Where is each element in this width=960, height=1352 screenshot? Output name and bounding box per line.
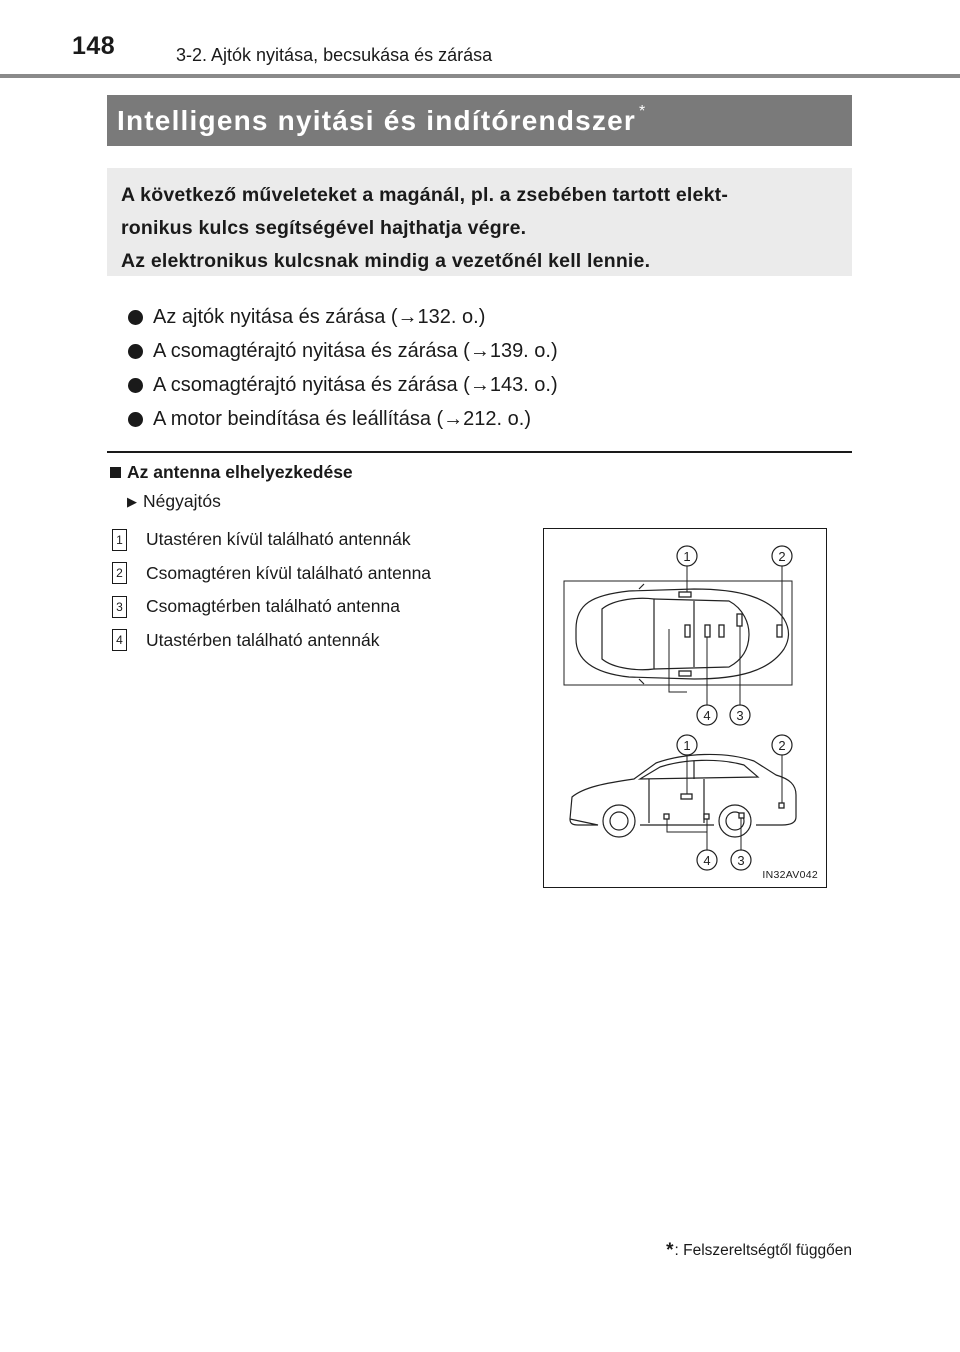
title-asterisk-mark: * <box>638 103 646 120</box>
feature-text: A motor beindítása és leállítása (→212. o.) <box>153 408 531 430</box>
feature-list-item <box>128 368 848 402</box>
variant-label <box>127 491 221 512</box>
legend-number: 3 <box>112 596 127 618</box>
intro-line: Az elektronikus kulcsnak mindig a vezetőnél kell lennie. <box>121 250 651 272</box>
callout-3-side: 3 <box>737 853 745 868</box>
feature-text: Az ajtók nyitása és zárása (→132. o.) <box>153 306 486 328</box>
intro-box <box>107 168 852 276</box>
feature-text: A csomagtérajtó nyitása és zárása (→139. o.) <box>153 340 558 362</box>
callout-1-top: 1 <box>683 549 691 564</box>
feature-list-item <box>128 300 848 334</box>
page-number: 148 <box>72 32 116 60</box>
antenna-legend <box>112 523 522 657</box>
callout-2-top: 2 <box>778 549 786 564</box>
figure-id: IN32AV042 <box>762 869 818 881</box>
antenna-location-figure <box>543 528 827 888</box>
legend-number: 1 <box>112 529 127 551</box>
footnote-asterisk-mark: * <box>666 1240 674 1261</box>
legend-label: Csomagtéren kívül található antenna <box>146 562 432 583</box>
callout-4-top: 4 <box>703 708 711 723</box>
legend-item <box>112 523 522 557</box>
feature-list-item <box>128 334 848 368</box>
footnote <box>666 1240 852 1262</box>
callout-4-side: 4 <box>703 853 711 868</box>
section-title: Intelligens nyitási és indítórendszer <box>117 104 636 136</box>
bullet-dot-icon <box>128 310 143 325</box>
callout-2-side: 2 <box>778 738 786 753</box>
feature-text: A csomagtérajtó nyitása és zárása (→143. o.) <box>153 374 558 396</box>
antenna-heading <box>110 462 353 483</box>
legend-label: Utastéren kívül található antennák <box>146 529 411 550</box>
section-title-bar <box>107 95 852 146</box>
legend-item <box>112 590 522 624</box>
feature-list-item <box>128 402 848 436</box>
antenna-heading-text: Az antenna elhelyezkedése <box>127 462 353 482</box>
triangle-right-icon: ▶ <box>127 493 137 509</box>
square-bullet-icon <box>110 467 121 478</box>
bullet-dot-icon <box>128 378 143 393</box>
feature-list <box>128 300 848 436</box>
intro-line: A következő műveleteket a magánál, pl. a zsebében tartott elekt- <box>121 184 729 206</box>
bullet-dot-icon <box>128 412 143 427</box>
running-head: 3-2. Ajtók nyitása, becsukása és zárása <box>176 45 493 65</box>
section-divider <box>107 451 852 453</box>
variant-text: Négyajtós <box>143 491 221 511</box>
legend-item <box>112 557 522 591</box>
legend-item <box>112 624 522 658</box>
callout-1-side: 1 <box>683 738 691 753</box>
bullet-dot-icon <box>128 344 143 359</box>
intro-line: ronikus kulcs segítségével hajthatja végre. <box>121 217 527 239</box>
footnote-text: : Felszereltségtől függően <box>674 1242 852 1259</box>
legend-number: 4 <box>112 629 127 651</box>
legend-label: Utastérben található antennák <box>146 629 380 650</box>
car-antenna-illustration <box>544 529 828 889</box>
legend-number: 2 <box>112 562 127 584</box>
legend-label: Csomagtérben található antenna <box>146 596 400 617</box>
header-rule <box>0 74 960 78</box>
callout-3-top: 3 <box>736 708 744 723</box>
